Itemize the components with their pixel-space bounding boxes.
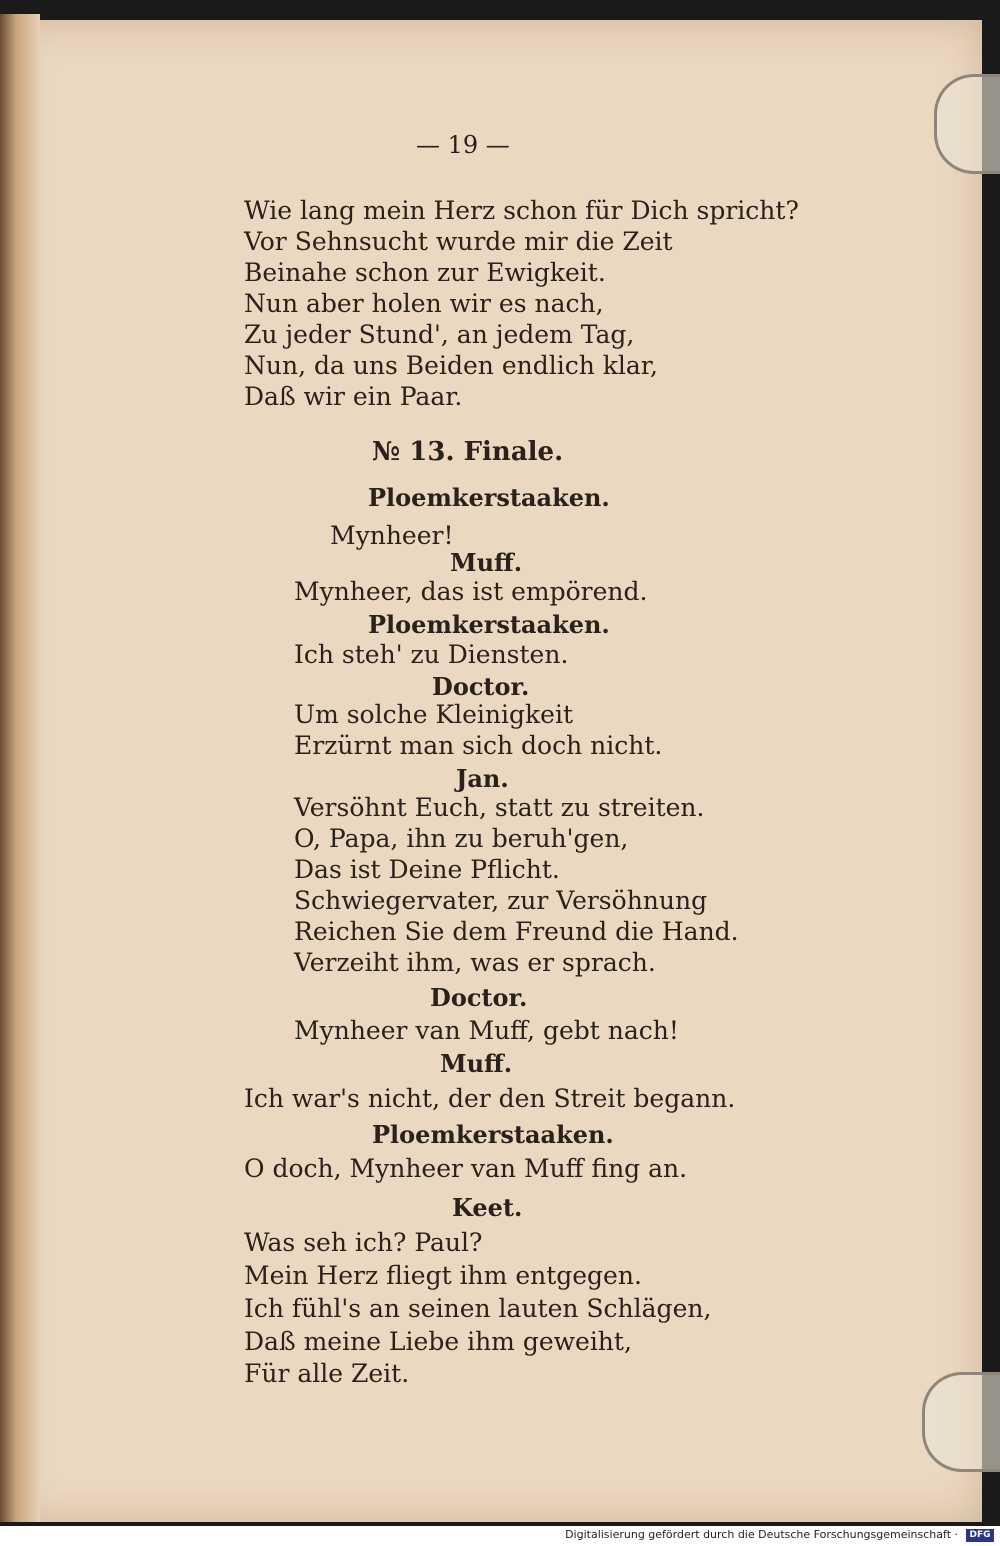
speaker-name: Doctor. [430,983,528,1012]
dfg-logo-icon: DFG [966,1529,994,1542]
verse-line: Ich fühl's an seinen lauten Schlägen, [244,1294,712,1323]
verse-line: Das ist Deine Pflicht. [294,855,560,884]
speaker-name: Jan. [456,764,509,793]
verse-line: Daß meine Liebe ihm geweiht, [244,1327,632,1356]
verse-line: Was seh ich? Paul? [244,1228,483,1257]
verse-line: Beinahe schon zur Ewigkeit. [244,258,606,287]
speaker-name: Muff. [440,1049,513,1078]
section-heading: № 13. Finale. [372,437,564,467]
verse-line: Mein Herz fliegt ihm entgegen. [244,1261,642,1290]
verse-line: Vor Sehnsucht wurde mir die Zeit [244,227,673,256]
verse-line: Erzürnt man sich doch nicht. [294,731,663,760]
footer-bar [0,1526,1000,1546]
verse-line: Schwiegervater, zur Versöhnung [294,886,708,915]
verse-line: Für alle Zeit. [244,1359,410,1388]
verse-line: Nun, da uns Beiden endlich klar, [244,351,658,380]
verse-line: Daß wir ein Paar. [244,382,463,411]
verse-line: O doch, Mynheer van Muff fing an. [244,1154,688,1183]
footer-credit: Digitalisierung gefördert durch die Deutsche Forschungsgemeinschaft · [565,1528,958,1541]
verse-line: O, Papa, ihn zu beruh'gen, [294,824,629,853]
verse-line: Ich war's nicht, der den Streit begann. [244,1084,736,1113]
page-number: — 19 — [416,131,510,159]
verse-line: Mynheer van Muff, gebt nach! [294,1016,679,1045]
verse-line: Nun aber holen wir es nach, [244,289,604,318]
book-binding [0,14,40,1522]
verse-line: Ich steh' zu Diensten. [294,640,569,669]
verse-line: Reichen Sie dem Freund die Hand. [294,917,739,946]
speaker-name: Keet. [452,1193,523,1222]
speaker-name: Ploemkerstaaken. [372,1120,614,1149]
binder-ring-bottom [922,1372,1000,1472]
verse-line: Versöhnt Euch, statt zu streiten. [294,793,705,822]
verse-line: Verzeiht ihm, was er sprach. [294,948,656,977]
verse-line: Um solche Kleinigkeit [294,700,573,729]
speaker-name: Ploemkerstaaken. [368,610,610,639]
verse-line: Wie lang mein Herz schon für Dich spricht? [244,196,799,225]
speaker-name: Ploemkerstaaken. [368,483,610,512]
binder-ring-top [934,74,1000,174]
verse-line: Mynheer! [330,521,454,550]
verse-line: Mynheer, das ist empörend. [294,577,648,606]
speaker-name: Doctor. [432,672,530,701]
speaker-name: Muff. [450,548,523,577]
verse-line: Zu jeder Stund', an jedem Tag, [244,320,635,349]
